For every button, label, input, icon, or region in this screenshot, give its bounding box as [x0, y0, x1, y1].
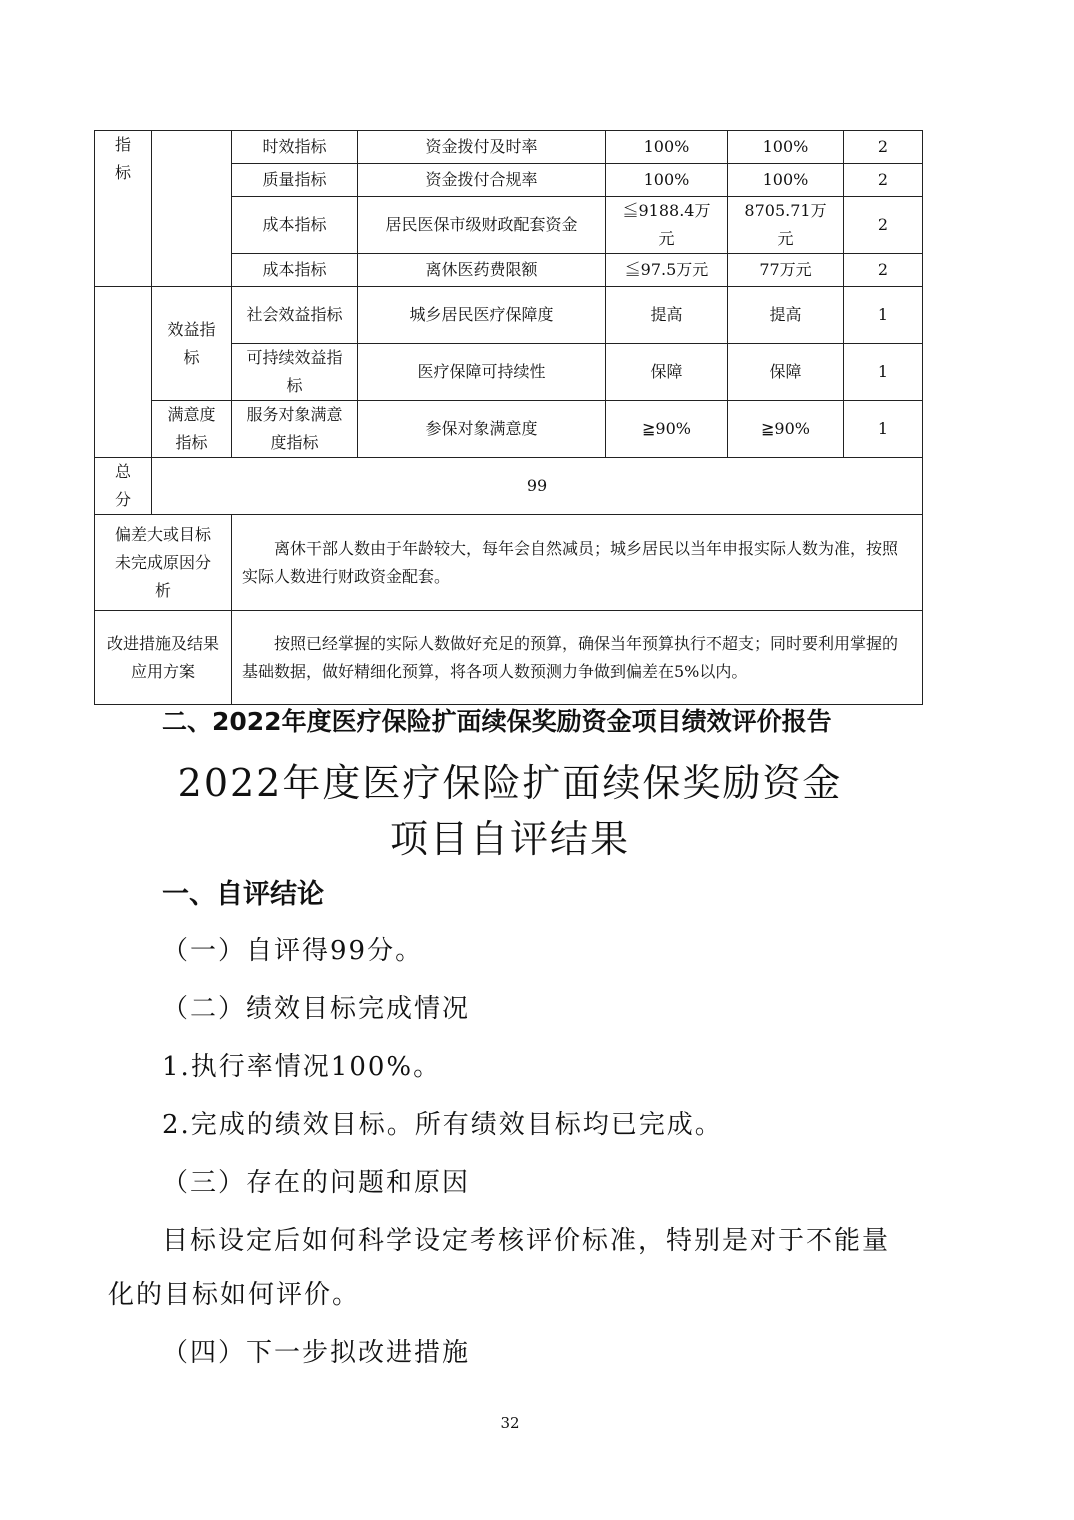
total-label-cell: 总分: [95, 458, 152, 515]
table-row: [95, 287, 923, 344]
total-value-cell: 99: [152, 458, 923, 515]
table-row: [95, 515, 923, 611]
table-cell: 1: [844, 401, 923, 458]
table-cell: 提高: [606, 287, 728, 344]
paragraph-goals-completed: 2.完成的绩效目标。所有绩效目标均已完成。: [162, 1110, 723, 1140]
paragraph-problems-line1: 目标设定后如何科学设定考核评价标准，特别是对于不能量: [162, 1226, 891, 1256]
table-cell: 质量指标: [232, 164, 358, 197]
section-heading: 二、2022年度医疗保险扩面续保奖励资金项目绩效评价报告: [162, 707, 832, 736]
report-title-line1: 2022年度医疗保险扩面续保奖励资金: [177, 761, 843, 805]
table-row: [95, 611, 923, 705]
table-row: [95, 458, 923, 515]
table-cell: 社会效益指标: [232, 287, 358, 344]
table-row: [95, 401, 923, 458]
performance-table: [94, 130, 923, 705]
table-cell: 满意度指标: [152, 401, 232, 458]
table-cell: 8705.71万元: [728, 197, 844, 254]
table-cell: 2: [844, 131, 923, 164]
table-cell: 成本指标: [232, 197, 358, 254]
table-cell: 参保对象满意度: [358, 401, 606, 458]
report-title-line2: 项目自评结果: [389, 817, 630, 861]
table-cell: 1: [844, 287, 923, 344]
table-cell: 服务对象满意度指标: [232, 401, 358, 458]
improve-text: 按照已经掌握的实际人数做好充足的预算，确保当年预算执行不超支；同时要利用掌握的基础数据，做好精细化预算，将各项人数预测力争做到偏差在5%以内。: [242, 633, 899, 681]
table-cell: 可持续效益指标: [232, 344, 358, 401]
page-number: 32: [500, 1414, 520, 1432]
heading-conclusion: 一、自评结论: [162, 879, 324, 910]
indicator-category-cell: 指标: [95, 131, 152, 287]
paragraph-problems-heading: （三）存在的问题和原因: [162, 1168, 471, 1198]
paragraph-next-steps-heading: （四）下一步拟改进措施: [162, 1338, 471, 1368]
table-cell: 城乡居民医疗保障度: [358, 287, 606, 344]
deviation-text-cell: [232, 515, 923, 611]
deviation-label-cell: 偏差大或目标未完成原因分析: [95, 515, 232, 611]
table-cell: 77万元: [728, 254, 844, 287]
table-cell: ≧90%: [606, 401, 728, 458]
table-cell: ≦9188.4万元: [606, 197, 728, 254]
table-cell: 离休医药费限额: [358, 254, 606, 287]
table-cell: 100%: [728, 131, 844, 164]
improve-label-cell: 改进措施及结果应用方案: [95, 611, 232, 705]
table-cell: ≧90%: [728, 401, 844, 458]
indicator-level2-cell: [152, 131, 232, 287]
table-row: [95, 131, 923, 164]
table-cell: 2: [844, 197, 923, 254]
table-cell: 时效指标: [232, 131, 358, 164]
paragraph-score: （一）自评得99分。: [162, 936, 424, 966]
improve-text-cell: [232, 611, 923, 705]
table-cell: 提高: [728, 287, 844, 344]
deviation-text: 离休干部人数由于年龄较大，每年会自然减员；城乡居民以当年申报实际人数为准，按照实际人数进行财政资金配套。: [242, 538, 899, 586]
table-cell: 2: [844, 164, 923, 197]
table-cell: 资金拨付合规率: [358, 164, 606, 197]
table-cell: 100%: [728, 164, 844, 197]
table-cell: 医疗保障可持续性: [358, 344, 606, 401]
paragraph-execution-rate: 1.执行率情况100%。: [162, 1052, 442, 1082]
table-cell: 保障: [606, 344, 728, 401]
table-cell: 保障: [728, 344, 844, 401]
paragraph-problems-line2: 化的目标如何评价。: [108, 1280, 361, 1310]
table-cell: 1: [844, 344, 923, 401]
table-cell: 成本指标: [232, 254, 358, 287]
table-cell: 效益指标: [152, 287, 232, 401]
table-cell: ≦97.5万元: [606, 254, 728, 287]
table-cell: 2: [844, 254, 923, 287]
paragraph-goal-heading: （二）绩效目标完成情况: [162, 994, 471, 1024]
table-cell: [95, 287, 152, 458]
table-cell: 资金拨付及时率: [358, 131, 606, 164]
table-cell: 100%: [606, 131, 728, 164]
table-cell: 居民医保市级财政配套资金: [358, 197, 606, 254]
table-cell: 100%: [606, 164, 728, 197]
